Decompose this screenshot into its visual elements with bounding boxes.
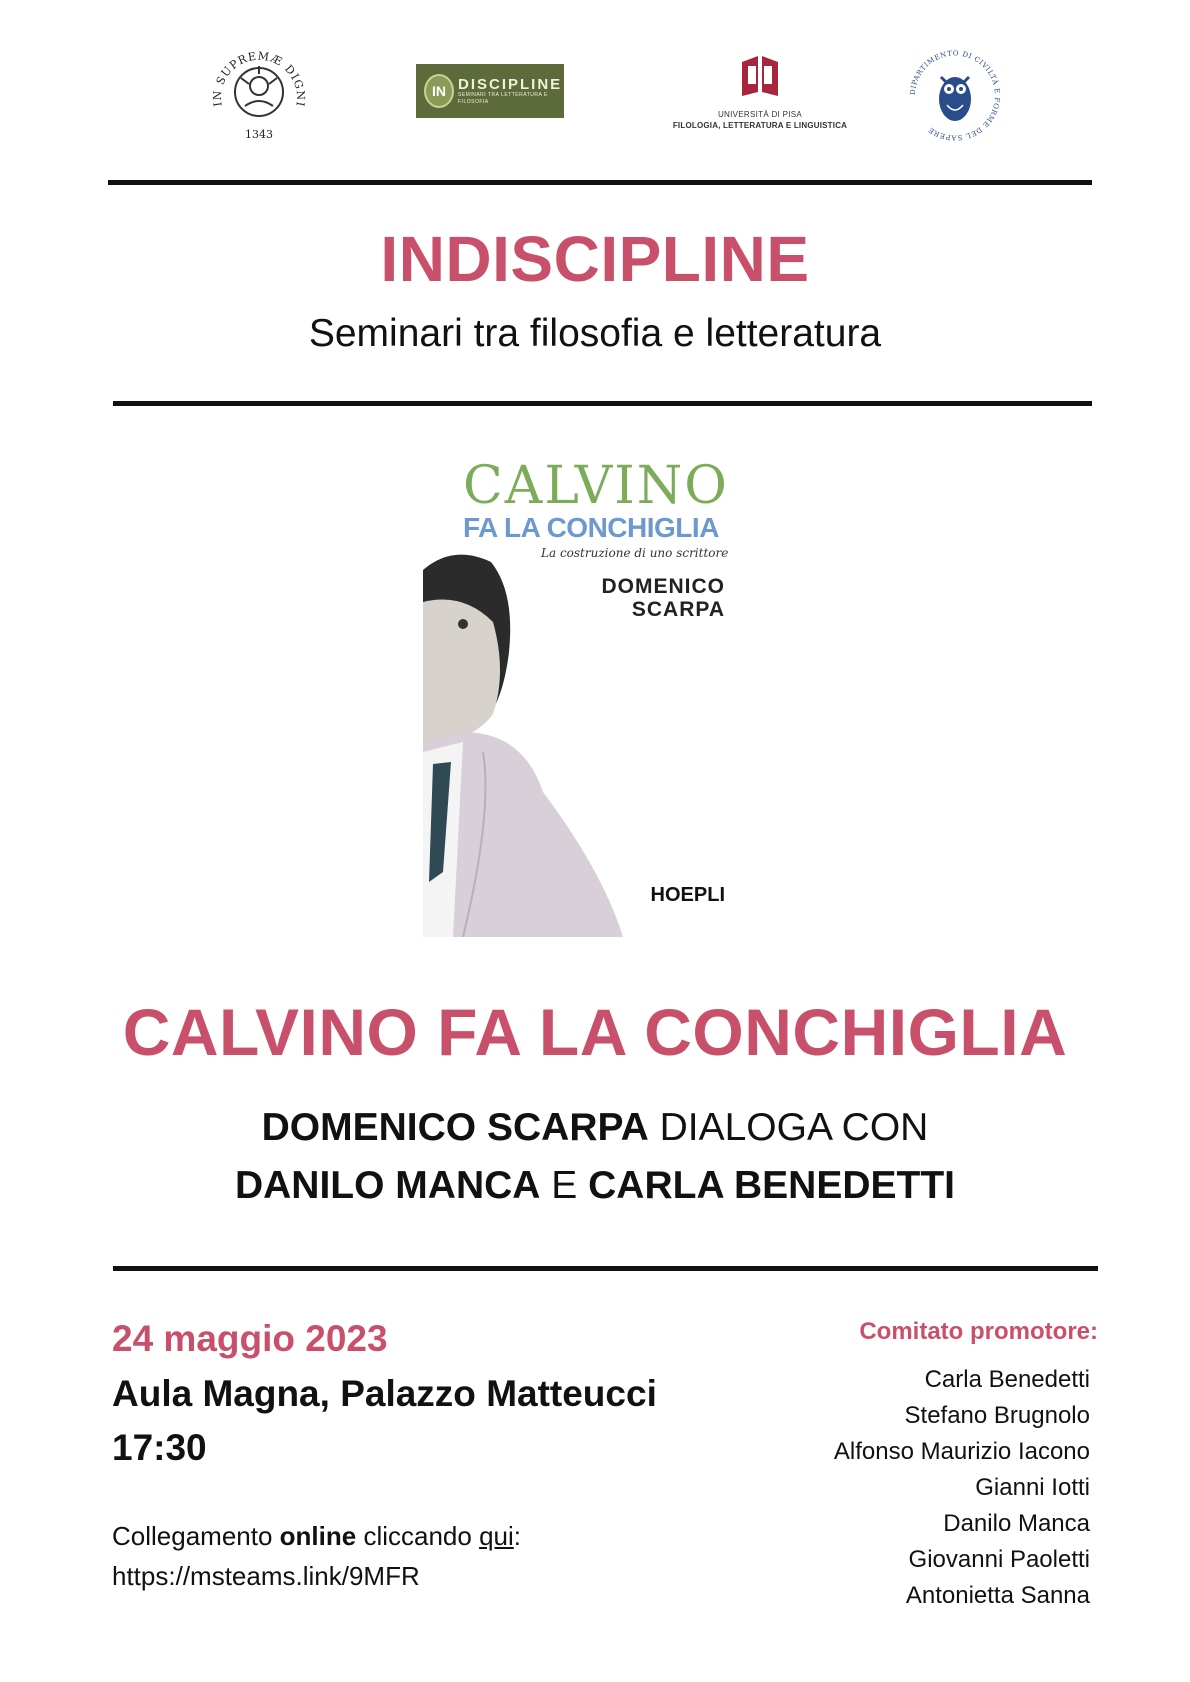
details-divider [113, 1266, 1098, 1271]
online-pre: Collegamento [112, 1521, 280, 1551]
committee-member: Carla Benedetti [924, 1366, 1090, 1393]
committee-member: Alfonso Maurizio Iacono [833, 1438, 1090, 1465]
dialog-line-2 [0, 1164, 1190, 1208]
seal-ring-text: IN SUPREMÆ DIGNI [210, 49, 308, 109]
unipi-department-logo [665, 52, 855, 134]
committee-heading: Comitato promotore: [859, 1318, 1098, 1345]
department-name: FILOLOGIA, LETTERATURA E LINGUISTICA [672, 121, 848, 130]
conjunction: E [551, 1164, 578, 1207]
cover-publisher: HOEPLI [650, 884, 725, 906]
seal-year: 1343 [245, 128, 273, 141]
committee-member: Antonietta Sanna [905, 1582, 1090, 1609]
online-line [112, 1521, 521, 1552]
online-mid: cliccando [356, 1521, 480, 1551]
department-owl-logo [905, 45, 1005, 145]
guest-name-2: CARLA BENEDETTI [588, 1164, 956, 1207]
event-date: 24 maggio 2023 [112, 1318, 388, 1359]
department-ring-text: DIPARTIMENTO DI CIVILTÀ E FORME DEL SAPERE [908, 49, 1002, 142]
online-bold: online [279, 1521, 357, 1551]
cover-subtitle: La costruzione di uno scrittore [541, 546, 729, 560]
guest-name-1: DANILO MANCA [234, 1164, 541, 1207]
indiscipline-logo-name: DISCIPLINE [458, 75, 563, 93]
indiscipline-mark: IN [424, 74, 454, 108]
event-time: 17:30 [112, 1427, 207, 1468]
event-title: CALVINO FA LA CONCHIGLIA [122, 995, 1068, 1069]
series-subtitle: Seminari tra filosofia e letteratura [308, 312, 882, 355]
book-cover [423, 452, 755, 937]
cover-author [602, 575, 726, 621]
cover-author-first: DOMENICO [601, 575, 725, 598]
committee-member: Danilo Manca [943, 1510, 1090, 1537]
indiscipline-logo-tagline: SEMINARI TRA LETTERATURA E FILOSOFIA [458, 91, 548, 105]
cover-author-last: SCARPA [631, 598, 725, 621]
dialog-line-1 [0, 1106, 1190, 1150]
online-link[interactable]: qui [479, 1521, 514, 1551]
university-seal-logo [205, 40, 313, 148]
header-divider [113, 401, 1092, 406]
cover-title: CALVINO [463, 456, 729, 516]
committee-member: Giovanni Paoletti [908, 1546, 1090, 1573]
committee-member: Gianni Iotti [975, 1474, 1090, 1501]
meeting-url[interactable]: https://msteams.link/9MFR [112, 1561, 420, 1591]
top-divider [108, 180, 1092, 185]
speaker-name: DOMENICO SCARPA [261, 1106, 649, 1149]
svg-text:IN SUPREMÆ DIGNITATIS [205, 40, 307, 108]
committee-member: Stefano Brugnolo [904, 1402, 1090, 1429]
series-title: INDISCIPLINE [380, 223, 810, 295]
unipi-name: UNIVERSITÀ DI PISA [717, 110, 803, 119]
online-post: : [513, 1521, 521, 1551]
cover-title-line2: FA LA CONCHIGLIA [463, 512, 719, 543]
event-place: Aula Magna, Palazzo Matteucci [112, 1373, 657, 1414]
indiscipline-logo [416, 64, 564, 118]
committee-list [834, 1362, 1090, 1614]
dialog-text: DIALOGA CON [659, 1106, 929, 1149]
open-book-icon [738, 52, 782, 98]
